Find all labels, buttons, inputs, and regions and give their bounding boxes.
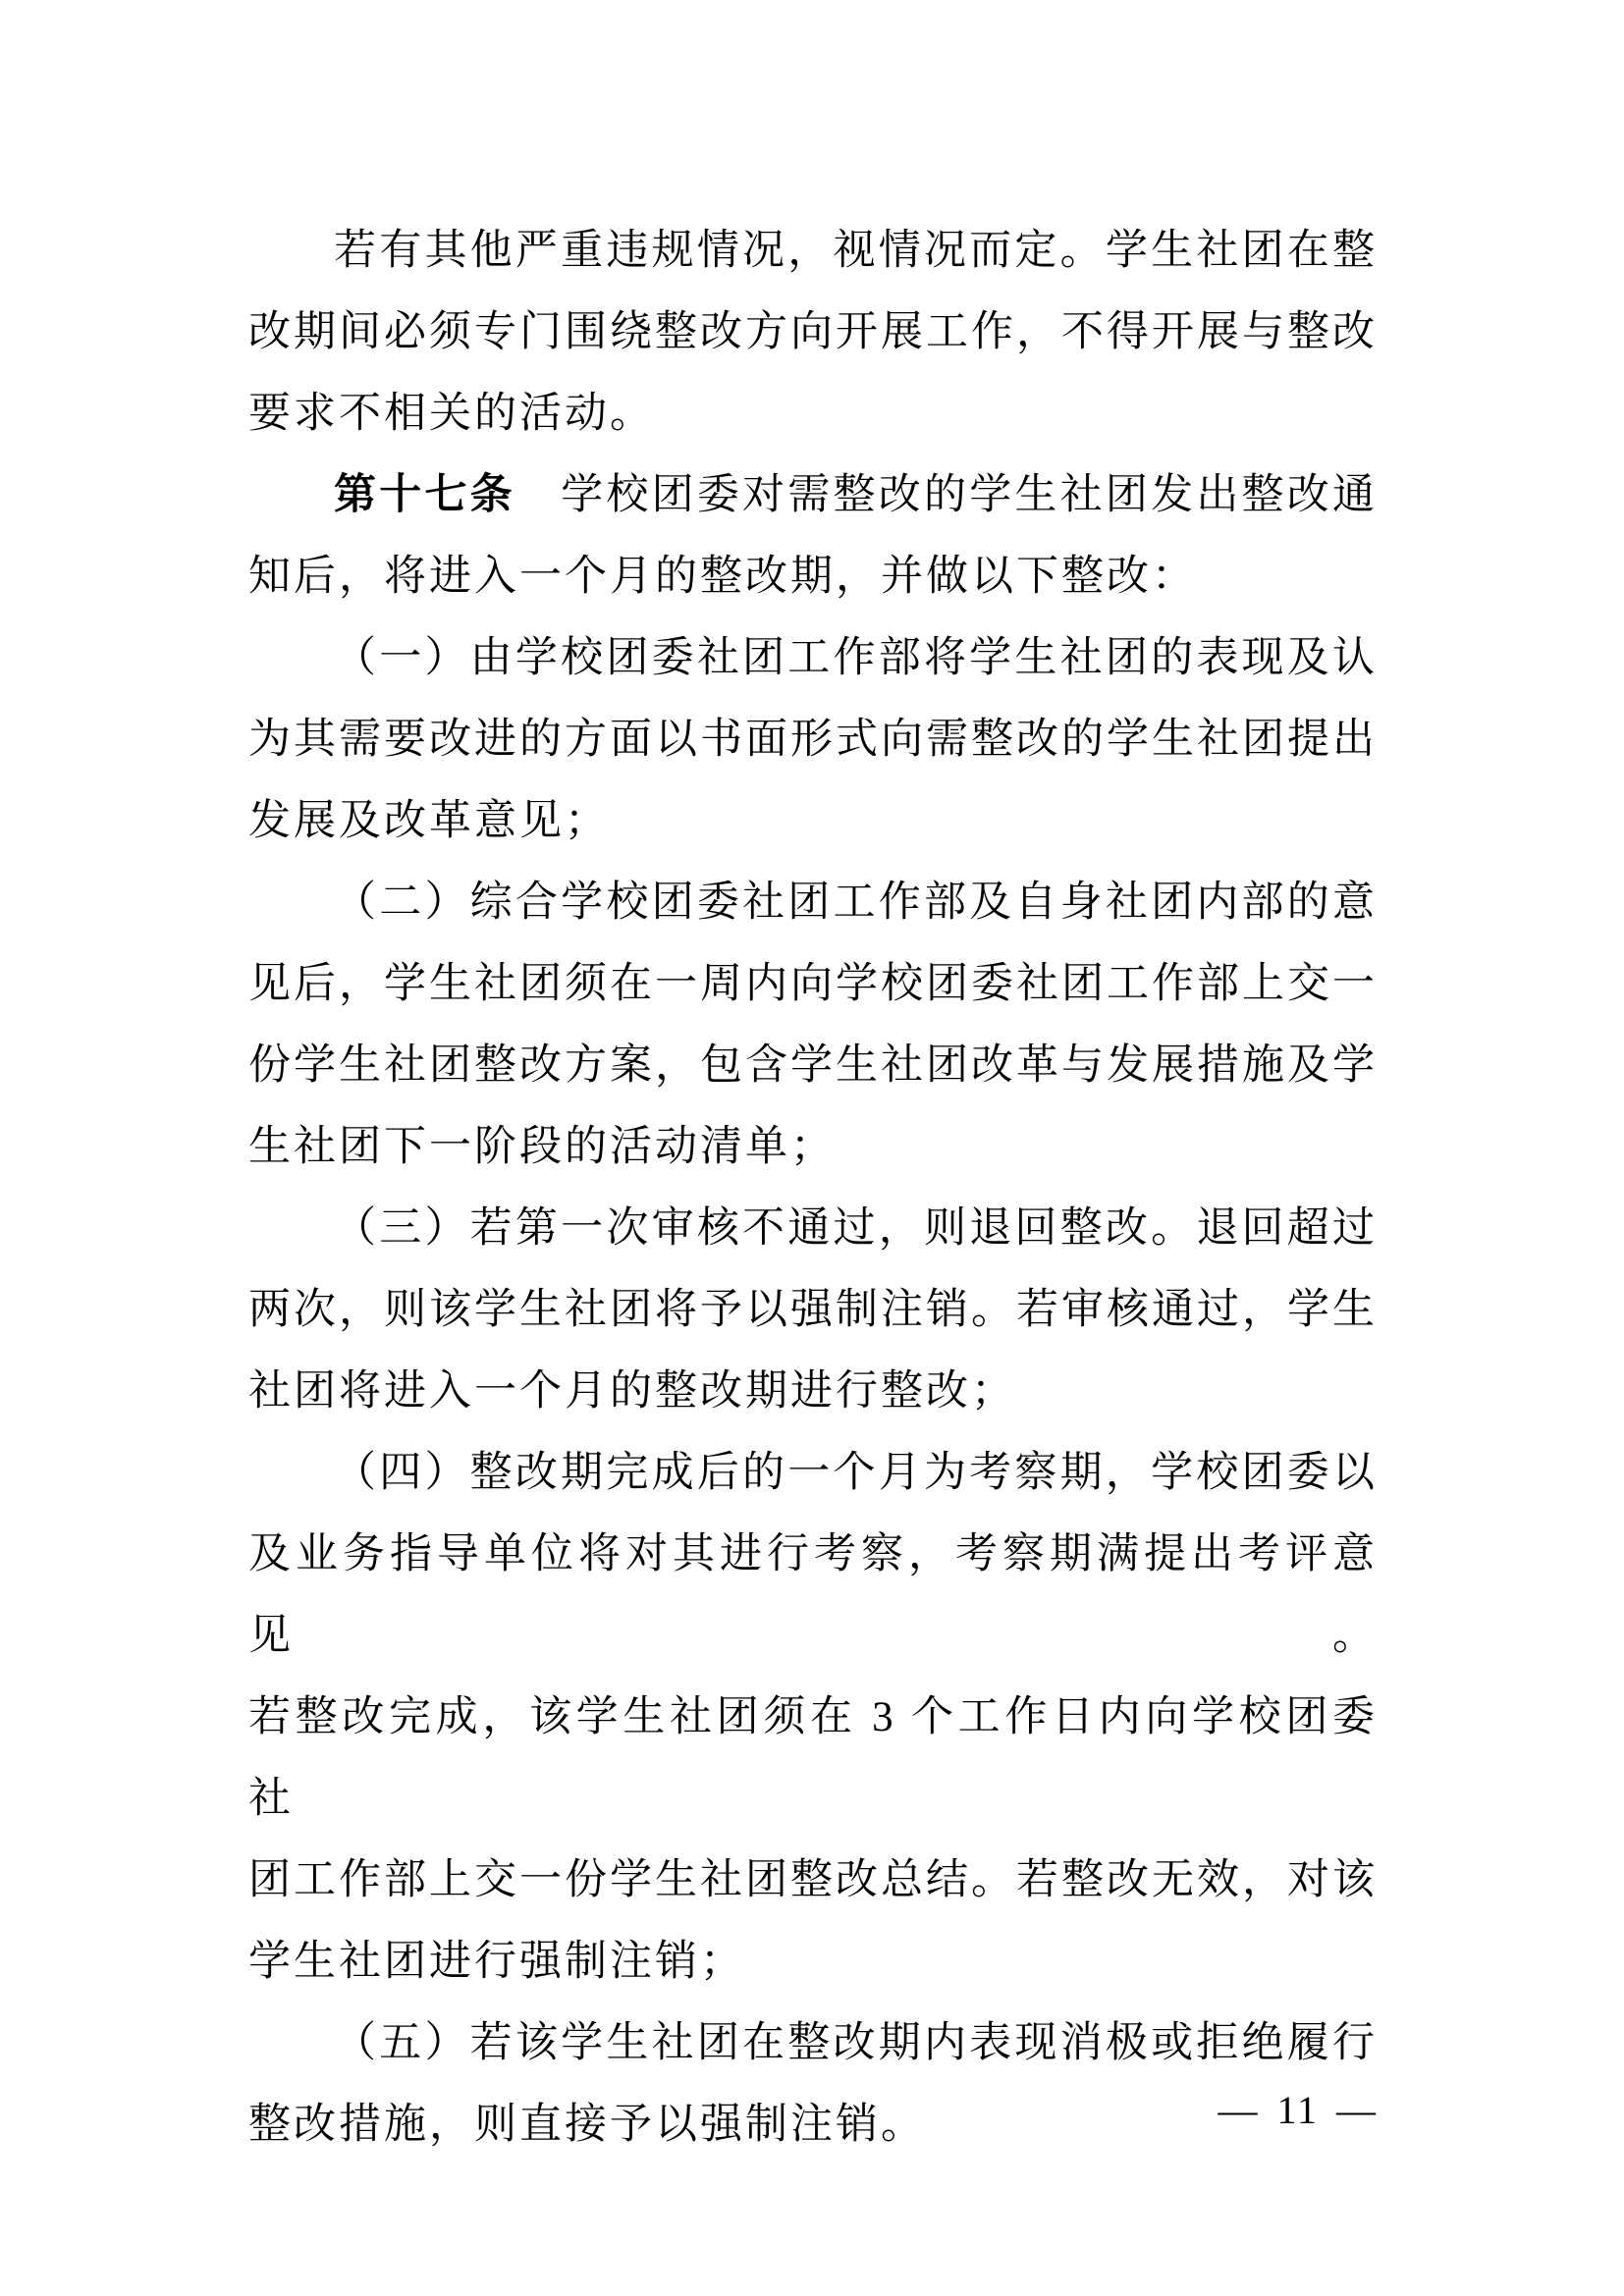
text-line xyxy=(248,1514,1378,1677)
text-run: 知后，将进入一个月的整改期，并做以下整改： xyxy=(248,554,1197,600)
text-line xyxy=(248,617,1378,699)
text-line xyxy=(248,1269,1378,1351)
text-line xyxy=(248,862,1378,943)
paragraph xyxy=(248,1188,1378,1432)
text-line xyxy=(248,210,1378,292)
text-line xyxy=(248,1677,1378,1840)
text-line xyxy=(248,454,1378,536)
paragraph xyxy=(248,454,1378,617)
paragraph xyxy=(248,2002,1378,2165)
text-line xyxy=(248,1351,1378,1432)
text-line xyxy=(248,373,1378,454)
text-run: （三）若第一次审核不通过，则退回整改。退回超过 xyxy=(334,1205,1378,1252)
text-run: 份学生社团整改方案，包含学生社团改革与发展措施及学 xyxy=(248,1042,1378,1089)
article-number-bold: 第十七条 xyxy=(334,472,515,518)
text-line xyxy=(248,1921,1378,2002)
text-run: 为其需要改进的方面以书面形式向需整改的学生社团提出 xyxy=(248,717,1378,763)
text-line xyxy=(248,292,1378,373)
text-line xyxy=(248,2002,1378,2084)
text-line xyxy=(248,1188,1378,1269)
text-run: （一）由学校团委社团工作部将学生社团的表现及认 xyxy=(334,635,1378,681)
text-run: 要求不相关的活动。 xyxy=(248,391,655,437)
text-run: 团工作部上交一份学生社团整改总结。若整改无效，对该 xyxy=(248,1857,1378,1903)
page-footer xyxy=(1218,2087,1378,2134)
document-body xyxy=(248,210,1378,2165)
text-line xyxy=(248,1432,1378,1514)
text-line xyxy=(248,699,1378,780)
text-line xyxy=(248,2084,1378,2165)
text-run: 学生社团进行强制注销； xyxy=(248,1939,745,1985)
paragraph xyxy=(248,1432,1378,2002)
text-run: 发展及改革意见； xyxy=(248,798,610,844)
text-line xyxy=(248,1840,1378,1921)
text-line xyxy=(248,536,1378,617)
text-run: （四）整改期完成后的一个月为考察期，学校团委以 xyxy=(334,1450,1378,1496)
text-run: 整改措施，则直接予以强制注销。 xyxy=(248,2102,926,2148)
text-run: 若整改完成，该学生社团须在 3 个工作日内向学校团委社 xyxy=(248,1694,1378,1822)
paragraph xyxy=(248,862,1378,1188)
text-run: 学校团委对需整改的学生社团发出整改通 xyxy=(514,472,1379,518)
paragraph xyxy=(248,617,1378,862)
text-line xyxy=(248,780,1378,862)
text-line xyxy=(248,1025,1378,1106)
text-run: （五）若该学生社团在整改期内表现消极或拒绝履行 xyxy=(334,2020,1378,2066)
text-run: 若有其他严重违规情况，视情况而定。学生社团在整 xyxy=(334,228,1378,274)
text-run: 社团将进入一个月的整改期进行整改； xyxy=(248,1368,1016,1415)
text-run: 改期间必须专门围绕整改方向开展工作，不得开展与整改 xyxy=(248,309,1378,355)
paragraph xyxy=(248,210,1378,454)
text-run: 见后，学生社团须在一周内向学校团委社团工作部上交一 xyxy=(248,961,1378,1007)
text-run: 两次，则该学生社团将予以强制注销。若审核通过，学生 xyxy=(248,1287,1378,1333)
text-line xyxy=(248,943,1378,1025)
text-run: 及业务指导单位将对其进行考察，考察期满提出考评意见。 xyxy=(248,1531,1378,1659)
text-line xyxy=(248,1106,1378,1188)
page-number: — 11 — xyxy=(1218,2088,1378,2132)
text-run: （二）综合学校团委社团工作部及自身社团内部的意 xyxy=(334,880,1378,926)
text-run: 生社团下一阶段的活动清单； xyxy=(248,1124,836,1170)
